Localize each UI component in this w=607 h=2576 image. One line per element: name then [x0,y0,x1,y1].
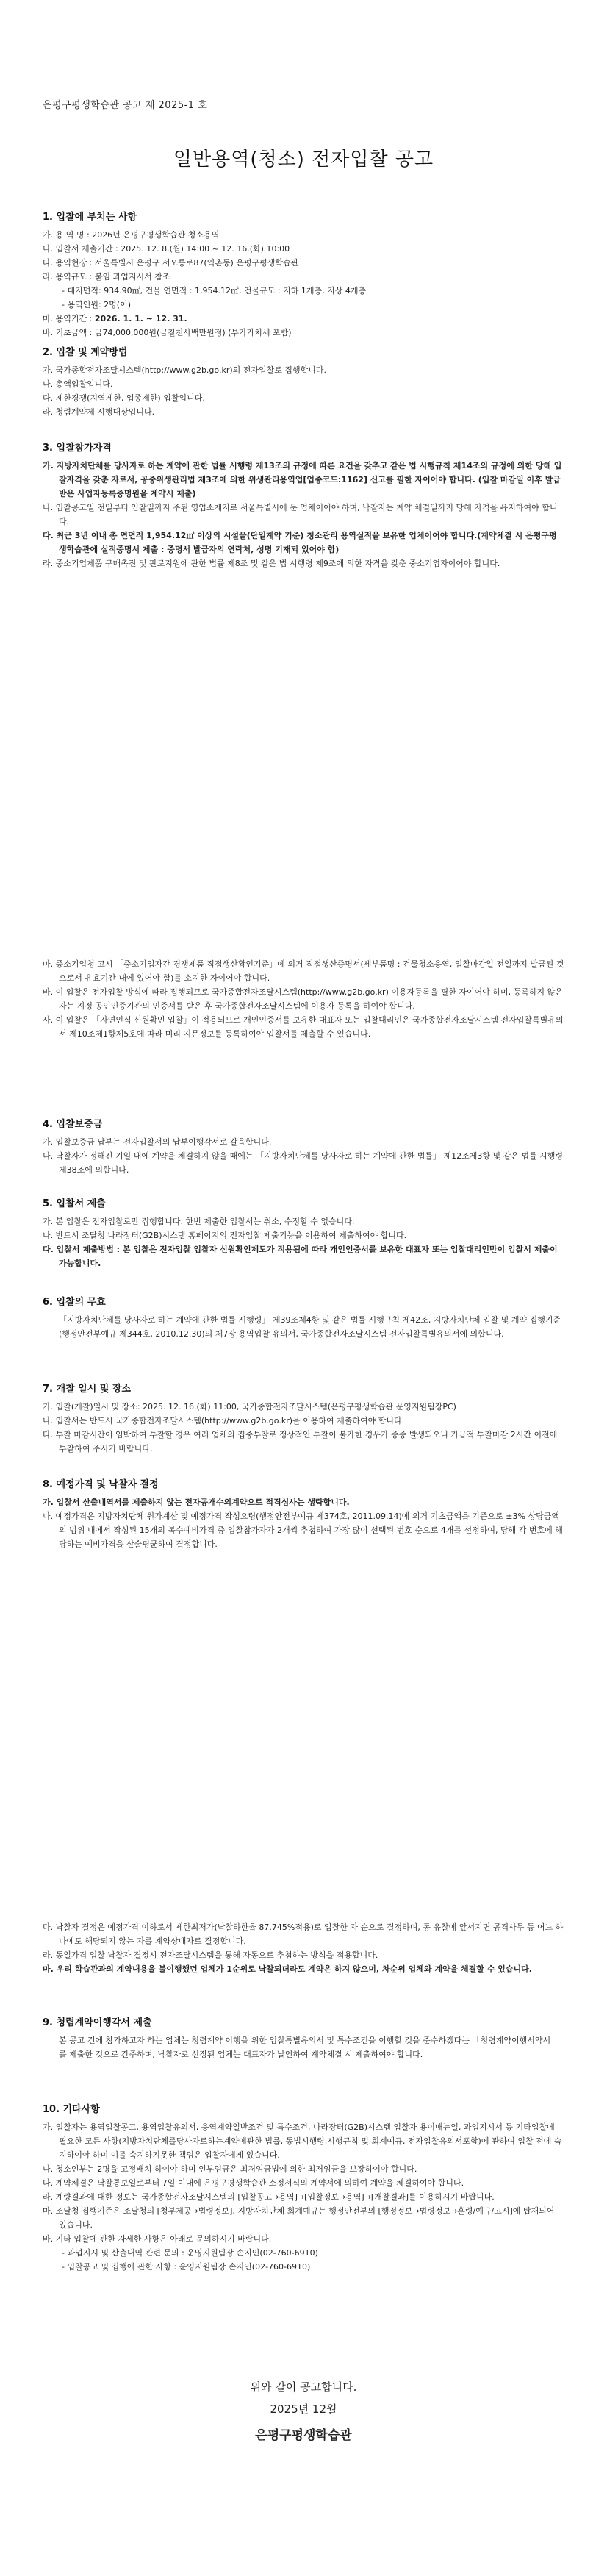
method-item: 나. 총액입찰입니다. [43,379,113,389]
closing-statement: 위와 같이 공고합니다. [250,2380,357,2394]
invalid-text: 「지방자치단체를 당사자로 하는 계약에 관한 법률 시행령」 제39조제4항 및 같은 법률 시행규칙 제42조, 지방자치단체 입찰 및 계약 집행기준(행정안전부예규 제344호, 2010.12.30)의 제7장 용역입찰 유의서, 국가종합전자조달시스템 전자입찰특별유의서에 의합니다. [59,1315,561,1339]
page-title: 일반용역(청소) 전자입찰 공고 [173,149,434,171]
contact-item: - 입찰공고 및 집행에 관한 사항 : 운영지원팀장 손지인(02-760-6910) [62,2262,311,2272]
notice-number: 은평구평생학습관 공고 제 2025-1 호 [43,100,208,111]
qualification-item: 마. 중소기업청 고시 「중소기업자간 경쟁제품 직접생산확인기준」에 의거 직접생산증명서(세부품명 : 건물청소용역, 입찰마감일 전일까지 발급된 것으로서 유효기간 내에 있어야 함)를 소지한 자이어야 합니다. [43,959,564,983]
submission-item: 가. 본 입찰은 전자입찰로만 집행합니다. 한번 제출한 입찰서는 취소, 수정할 수 없습니다. [43,1217,355,1226]
section-heading: 5. 입찰서 제출 [43,1198,106,1209]
section-heading: 7. 개찰 일시 및 장소 [43,1384,131,1395]
section-heading: 4. 입찰보증금 [43,1119,103,1130]
item-site: 다. 용역현장 : 서울특별시 은평구 서오릉로87(역촌동) 은평구평생학습관 [43,258,299,268]
section-heading: 1. 입찰에 부치는 사항 [43,212,137,223]
item-scale-area: - 대지면적: 934.90㎡, 건물 연면적 : 1,954.12㎡, 건물규모 : 지하 1개층, 지상 4개층 [62,286,367,296]
qualification-item: 라. 중소기업제품 구매촉진 및 판로지원에 관한 법률 제8조 및 같은 법 시행령 제9조에 의한 자격을 갖춘 중소기업자이어야 합니다. [43,559,500,568]
qualification-item: 다. 최근 3년 이내 총 연면적 1,954.12㎡ 이상의 시설물(단일계약 기준) 청소관리 용역실적을 보유한 업체이어야 합니다.(계약체결 시 은평구평생학습관에 실적증명서 제출 : 증명서 발급자의 연락처, 성명 기재되 있어야 함) [43,531,557,554]
price-item: 다. 낙찰자 결정은 예정가격 이하로서 제한최저가(낙찰하한율 87.745%적용)로 입찰한 자 순으로 결정하며, 동 유찰에 앞서지면 공격사무 등 어느 하나에도 해당되지 않는 자를 계약상대자로 결정합니다. [43,1922,564,1946]
section-heading: 6. 입찰의 무효 [43,1297,106,1308]
other-item: 가. 입찰자는 용역입찰공고, 용역입찰유의서, 용역계약일반조건 및 특수조건, 나라장터(G2B)시스템 입찰자 용이매뉴얼, 과업지시서 등 기타입찰에 필요한 모든 사항(지방자치단체를당사자로하는계약에관한 법률, 동법시행령,시행규칙 및 회계예규, 전자입찰유의서포함)에 관하여 입찰 전에 숙지하여야 하며 이를 숙지하지못한 책임은 입찰자에게 있습니다. [43,2122,562,2160]
section-method [43,346,564,419]
price-item: 가. 입찰서 산출내역서를 제출하지 않는 전자공개수의계약으로 적격심사는 생략합니다. [43,1498,350,1507]
section-heading: 9. 청렴계약이행각서 제출 [43,2017,152,2028]
opening-item: 다. 투찰 마감시간이 임박하여 투찰할 경우 여러 업체의 집중투찰로 정상적인 투찰이 불가한 경우가 종종 발생되오니 가급적 투찰마감 2시간 이전에 투찰하여 주시기 바랍니다. [43,1430,558,1453]
section-integrity [43,2016,564,2061]
issuer-name: 은평구평생학습관 [255,2428,352,2443]
price-item: 나. 예정가격은 지방자치단체 원가계산 및 예정가격 작성요령(행정안전부예규 제374호, 2011.09.14)에 의거 기초금액을 기준으로 ±3% 상당금액의 범위 내에서 작성된 15개의 복수예비가격 중 입찰참가자가 2개씩 추첨하여 가장 많이 선택된 번호 순으로 4개를 선정하여, 당해 각 번호에 해당하는 예비가격을 산술평균하여 결정합니다. [43,1511,563,1549]
other-item: 다. 계약체결은 낙찰통보일로부터 7일 이내에 은평구평생학습관 소정서식의 계약서에 의하여 계약을 체결하여야 합니다. [43,2178,464,2188]
section-other [43,2103,564,2274]
other-item: 라. 계량결과에 대한 정보는 국가종합전자조달시스템의 [입찰공고→용역]→[입찰정보→용역]→[개찰결과]를 이용하시기 바랍니다. [43,2192,495,2202]
submission-item: 다. 입찰서 제출방법 : 본 입찰은 전자입찰 입찰자 신원확인제도가 적용됨에 따라 개인인증서를 보유한 대표자 또는 입찰대리인만이 입찰서 제출이 가능합니다. [43,1245,558,1268]
deposit-item: 나. 낙찰자가 정해진 기일 내에 계약을 체결하지 않을 때에는 「지방자치단체를 당사자로 하는 계약에 관한 법률」 제12조제3항 및 같은 법률 시행령 제38조에 의합니다. [43,1151,563,1175]
item-scale-staff: - 용역인원: 2명(이) [62,300,132,310]
integrity-text: 본 공고 건에 참가하고자 하는 업체는 청렴계약 이행을 위한 입찰특별유의서 및 특수조건을 이행할 것을 준수하겠다는 「청렴계약이행서약서」를 제출한 것으로 간주하며, 낙찰자로 선정된 업체는 대표자가 날인하여 계약체결 시 제출하여야 합니다. [59,2036,559,2059]
section-heading: 2. 입찰 및 계약방법 [43,347,128,358]
section-items [43,210,564,340]
section-heading: 8. 예정가격 및 낙찰자 결정 [43,1479,159,1490]
deposit-item: 가. 입찰보증금 납부는 전자입찰서의 납부이행각서로 갈음합니다. [43,1137,272,1147]
item-base-price: 바. 기초금액 : 금74,000,000원(금칠천사백만원정) (부가가치세 포함) [43,328,292,337]
method-item: 다. 제한경쟁(지역제한, 업종제한) 입찰입니다. [43,393,205,403]
section-invalid [43,1295,564,1341]
qualification-item: 가. 지방자치단체를 당사자로 하는 계약에 관한 법률 시행령 제13조의 규정에 따른 요건을 갖추고 같은 법 시행규칙 제14조의 규정에 의한 당해 입찰자격을 갖춘 자로서, 공중위생관리법 제3조에 의한 위생관리용역업[업종코드:1162] 신고를 필한 자이어야 합니다. (입찰 마감일 이후 발급받은 사업자등록증명원을 계약시 제출) [43,461,562,498]
section-price-cont [43,1920,564,1976]
closing-date: 2025년 12월 [270,2403,337,2416]
opening-item: 나. 입찰서는 반드시 국가종합전자조달시스템(http://www.g2b.go.kr)을 이용하여 제출하여야 합니다. [43,1416,405,1425]
other-item: 마. 조달청 집행기준은 조달청의 [청부제공→법령정보], 지방자치단체 회계예규는 행정안전부의 [행정정보→법령정보→훈령/예규/고시]에 탑재되어 있습니다. [43,2206,555,2230]
section-heading: 3. 입찰참가자격 [43,443,112,454]
item-scale: 라. 용역규모 : 붙임 과업지시서 참조 [43,272,170,282]
price-item: 마. 우리 학습관과의 계약내용을 불이행했던 업체가 1순위로 낙찰되더라도 계약은 하지 않으며, 차순위 업체와 계약을 체결할 수 있습니다. [43,1964,532,1974]
section-qualification [43,441,564,570]
section-opening [43,1382,564,1456]
other-item: 바. 기타 입찰에 관한 자세한 사항은 아래로 문의하시기 바랍니다. [43,2234,272,2244]
item-service-name: 가. 용 역 명 : 2026년 은평구평생학습관 청소용역 [43,230,220,240]
section-submission [43,1197,564,1270]
section-qualification-cont [43,957,564,1041]
price-item: 라. 동일가격 입찰 낙찰자 결정시 전자조달시스템을 통해 자동으로 추첨하는 방식을 적용합니다. [43,1950,378,1960]
opening-item: 가. 입찰(개찰)일시 및 장소: 2025. 12. 16.(화) 11:00, 국가종합전자조달시스템(은평구평생학습관 운영지원팀장PC) [43,1402,456,1412]
qualification-item: 사. 이 입찰은 「자연인식 신원확인 입찰」이 적용되므로 개인인증서를 보유한 대표자 또는 입찰대리인은 국가종합전자조달시스템 전자입찰특별유의서 제10조제1항제5호에 따라 미리 지문정보를 등록하여야 입찰서를 제출할 수 있습니다. [43,1015,564,1039]
item-bid-period: 나. 입찰서 제출기간 : 2025. 12. 8.(월) 14:00 ~ 12. 16.(화) 10:00 [43,244,290,254]
method-item: 라. 청렴계약제 시행대상입니다. [43,407,155,417]
qualification-item: 나. 입찰공고일 전일부터 입찰일까지 주된 영업소재지로 서울특별시에 둔 업체이어야 하며, 낙찰자는 계약 체결일까지 당해 자격을 유지하여야 합니다. [43,503,558,526]
other-item: 나. 청소인부는 2명을 고정배치 하여야 하며 인부임금은 최저임금법에 의한 최저임금을 보장하여야 합니다. [43,2164,417,2174]
item-period: 마. 용역기간 : 2026. 1. 1. ~ 12. 31. [43,314,187,323]
contact-item: - 과업지시 및 산출내역 관련 문의 : 운영지원팀장 손지인(02-760-6910) [62,2248,318,2258]
qualification-item: 바. 이 입찰은 전자입찰 방식에 따라 집행되므로 국가종합전자조달시스템(http://www.g2b.go.kr) 이용자등록을 필한 자이어야 하며, 등록하지 않은 자는 지정 공인인증기관의 인증서를 받은 후 국가종합전자조달시스템에 이용자 등록을 하여야 합니다. [43,987,563,1011]
section-price [43,1478,564,1551]
section-deposit [43,1117,564,1177]
submission-item: 나. 반드시 조달청 나라장터(G2B)시스템 홈페이지의 전자입찰 제출기능을 이용하여 제출하여야 합니다. [43,1231,407,1240]
section-heading: 10. 기타사항 [43,2104,100,2115]
method-item: 가. 국가종합전자조달시스템(http://www.g2b.go.kr)의 전자입찰로 집행합니다. [43,365,327,375]
